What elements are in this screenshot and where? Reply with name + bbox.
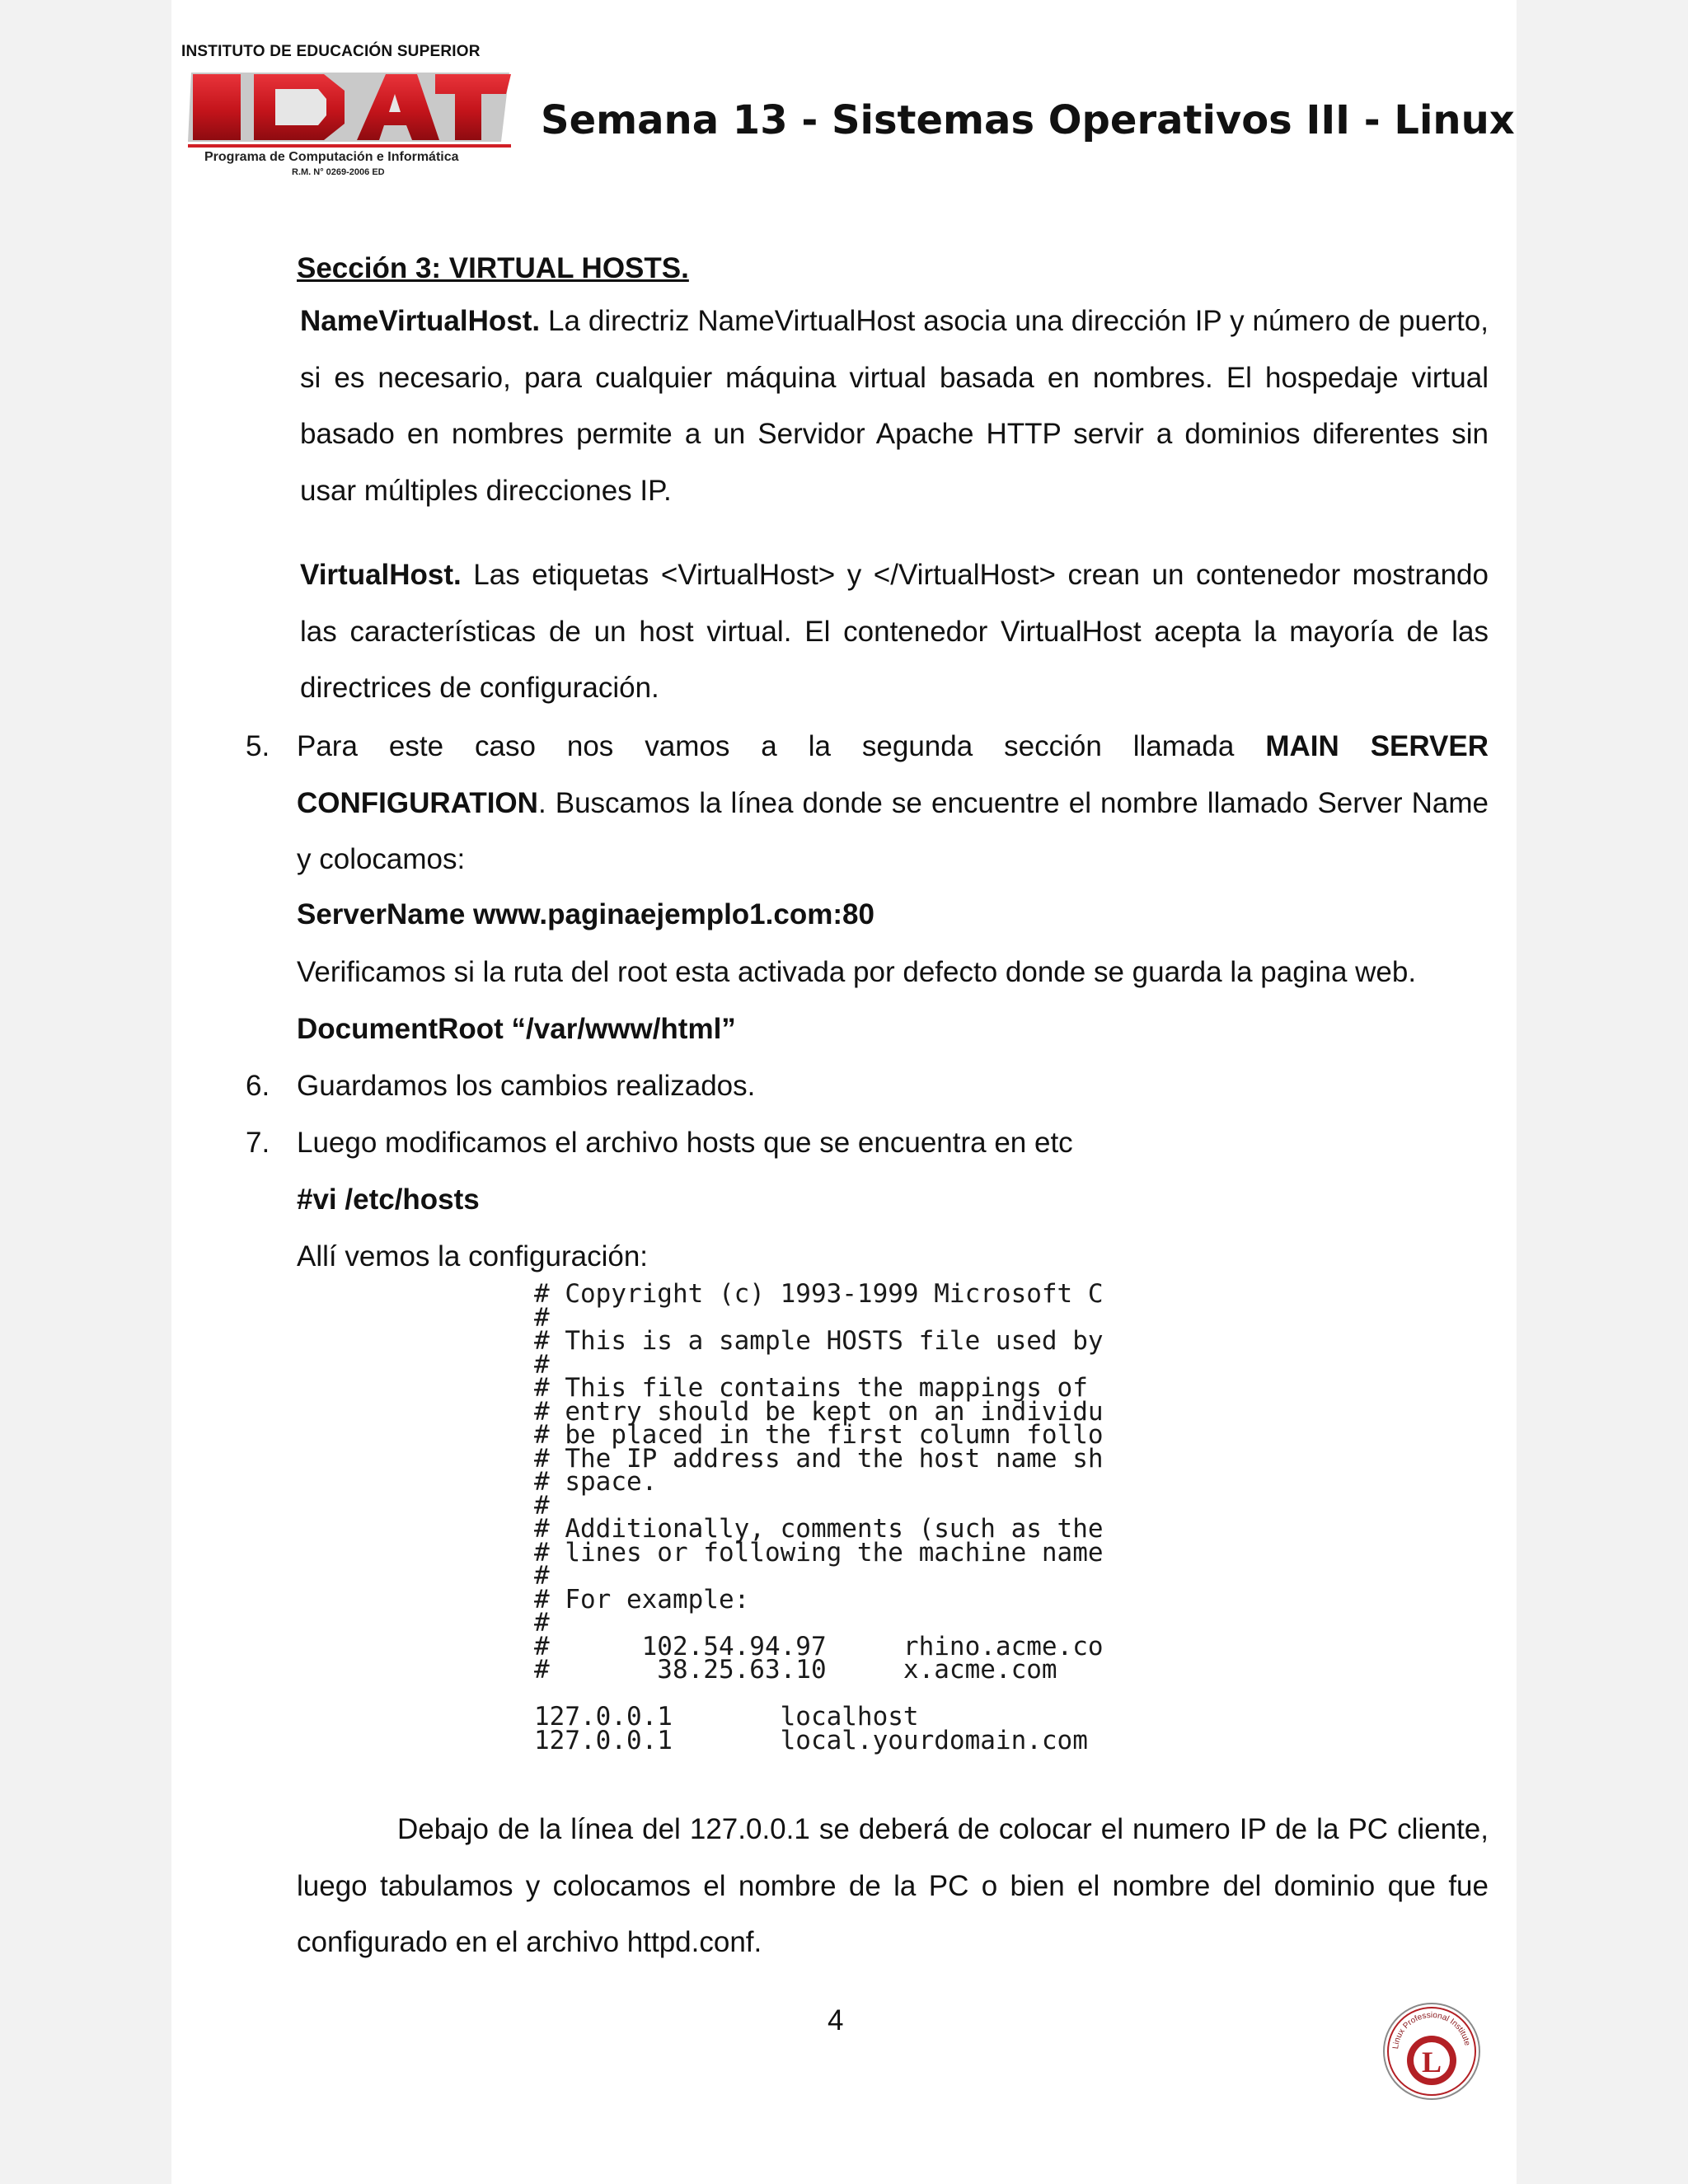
hosts-line: # — [534, 1561, 550, 1591]
servername-line: ServerName www.paginaejemplo1.com:80 — [297, 898, 874, 930]
vi-command: #vi /etc/hosts — [297, 1183, 480, 1216]
hosts-line: # Copyright (c) 1993-1999 Microsoft C — [534, 1282, 1104, 1309]
paragraph-namevirtualhost — [300, 293, 1489, 519]
hosts-line: # This is a sample HOSTS file used by — [534, 1326, 1104, 1356]
documentroot-line: DocumentRoot “/var/www/html” — [297, 1013, 736, 1045]
hosts-line: # be placed in the first column follo — [534, 1420, 1104, 1450]
idat-logo — [181, 38, 528, 203]
program-name: Programa de Computación e Informática — [204, 150, 459, 164]
seal-text: Linux Professional Institute — [1391, 2010, 1472, 2050]
document-page — [171, 0, 1517, 2184]
hosts-line: # — [534, 1608, 550, 1638]
hosts-line: # This file contains the mappings of — [534, 1373, 1088, 1403]
hosts-line: # lines or following the machine name — [534, 1537, 1104, 1568]
list-text: Para este caso nos vamos a la segunda sección llamada MAIN SERVER CONFIGURATION. Buscamos la línea donde se encuentre el nombre llamado Server Name y colocamos: — [297, 730, 1489, 875]
hosts-line: 127.0.0.1 localhost — [534, 1702, 919, 1732]
list-text: Luego modificamos el archivo hosts que se encuentra en etc — [297, 1127, 1073, 1159]
hosts-line: # entry should be kept on an individu — [534, 1396, 1104, 1427]
term-virtualhost: VirtualHost. — [300, 559, 462, 591]
closing-paragraph: Debajo de la línea del 127.0.0.1 se deberá de colocar el numero IP de la PC cliente, luego tabulamos y colocamos el nombre de la PC o bien el nombre del dominio que fue configurado en el archivo httpd.conf. — [297, 1813, 1489, 1958]
seal-letter: L — [1422, 2046, 1442, 2079]
hosts-file-screenshot — [534, 1282, 1424, 1764]
list-number: 5. — [246, 730, 270, 762]
list-item-5 — [246, 719, 1489, 888]
list-item-6 — [246, 1058, 1489, 1115]
paragraph-text: Las etiquetas <VirtualHost> y </VirtualHost> crean un contenedor mostrando las características de un host virtual. El contenedor VirtualHost acepta la mayoría de las directrices de configuración. — [300, 559, 1489, 704]
list-number: 6. — [246, 1070, 270, 1102]
list-number: 7. — [246, 1127, 270, 1159]
hosts-line: # Additionally, comments (such as the — [534, 1514, 1104, 1544]
hosts-line: # — [534, 1490, 550, 1521]
resolution-number: R.M. N° 0269-2006 ED — [292, 167, 385, 177]
institute-name: INSTITUTO DE EDUCACIÓN SUPERIOR — [181, 43, 481, 60]
term-namevirtualhost: NameVirtualHost. — [300, 305, 541, 337]
lpi-seal-icon — [1381, 2001, 1482, 2102]
list-text: Guardamos los cambios realizados. — [297, 1070, 756, 1102]
idat-logo-graphic — [188, 66, 518, 148]
hosts-line: # 38.25.63.10 x.acme.com — [534, 1655, 1057, 1685]
hosts-line: # 102.54.94.97 rhino.acme.co — [534, 1631, 1104, 1661]
hosts-line: 127.0.0.1 local.yourdomain.com — [534, 1725, 1088, 1755]
hosts-line: # space. — [534, 1467, 658, 1497]
paragraph-virtualhost — [300, 547, 1489, 717]
hosts-line: # For example: — [534, 1584, 750, 1615]
section-title: Sección 3: VIRTUAL HOSTS. — [297, 252, 689, 284]
list-item-7 — [246, 1115, 1489, 1172]
page-number: 4 — [828, 2004, 844, 2036]
hosts-line: # The IP address and the host name sh — [534, 1443, 1104, 1474]
config-intro: Allí vemos la configuración: — [297, 1240, 649, 1272]
hosts-line: # — [534, 1349, 550, 1380]
verify-line: Verificamos si la ruta del root esta activada por defecto donde se guarda la pagina web. — [297, 956, 1417, 988]
hosts-file-content — [534, 1282, 1424, 1755]
paragraph-text: La directriz NameVirtualHost asocia una dirección IP y número de puerto, si es necesario, para cualquier máquina virtual basada en nombres. El hospedaje virtual basado en nombres permite a un Servidor Apache HTTP servir a dominios diferentes sin usar múltiples direcciones IP. — [300, 305, 1489, 507]
hosts-line: # — [534, 1302, 550, 1333]
page-title: Semana 13 - Sistemas Operativos III - Linux — [541, 97, 1515, 143]
